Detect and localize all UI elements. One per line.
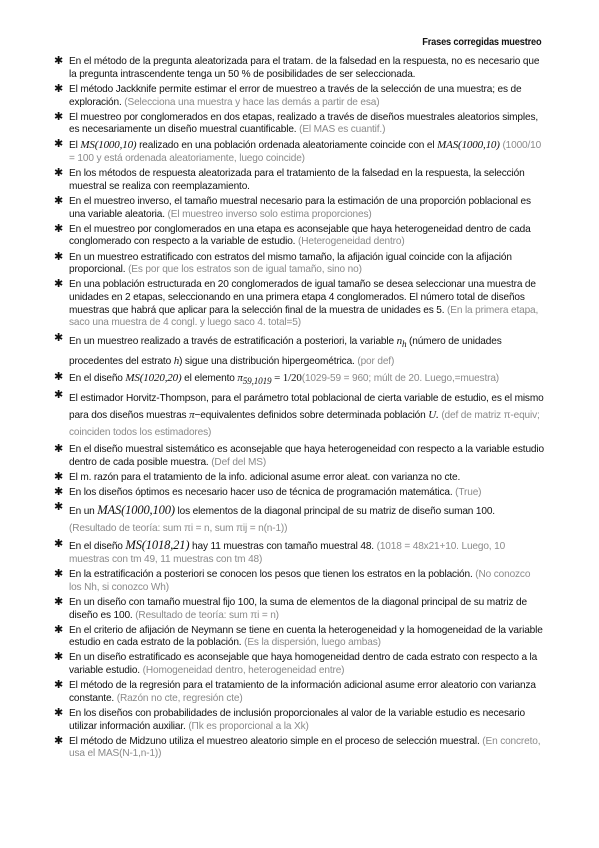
list-item (54, 84, 544, 109)
math-expression: h (173, 354, 180, 367)
list-item (54, 597, 544, 622)
bullet-icon: ✱ (54, 167, 64, 180)
item-text: En los métodos de respuesta aleatorizada para el tratamiento de la falsedad en la respuesta, la selección muestral se realiza con reemplazamiento. (69, 168, 525, 192)
list-item (54, 279, 544, 330)
bullet-icon: ✱ (54, 500, 64, 513)
list-item (54, 472, 544, 485)
item-text: En los diseños con probabilidades de inclusión proporcionales al valor de la variable estudio es necesario utilizar información auxiliar. (69, 707, 525, 732)
item-note: (Es la dispersión, luego ambas) (244, 637, 381, 649)
item-text: hay 11 muestras con tamaño muestral 48. (192, 541, 374, 553)
math-subscript: h (401, 338, 407, 349)
list-item (54, 625, 544, 650)
item-text: En un diseño con tamaño muestral fijo 100, la suma de elementos de la diagonal principal de su matriz de diseño es 100. (69, 596, 527, 621)
math-subscript: 59,1019 (242, 376, 272, 387)
item-note: (1000/10 = 100 y está ordenada aleatoriamente, luego coincide) (69, 140, 542, 165)
list-item (54, 680, 544, 705)
list-item (54, 487, 544, 500)
item-note: (Es por que los estratos son de igual tamaño, sino no) (128, 264, 362, 276)
item-note: (El MAS es cuantif.) (299, 124, 386, 136)
math-expression (237, 372, 272, 387)
item-text: El estimador Horvitz-Thompson, para el parámetro total poblacional de cierta variable de estudio, es el mismo para dos diseños muestras (69, 393, 544, 422)
item-text: En el muestreo por conglomerados en una etapa es aconsejable que haya heterogeneidad dentro de cada conglomerado con respecto a la variable de estudio. (69, 223, 531, 248)
list-item (54, 196, 544, 221)
item-text: En la estratificación a posteriori se conocen los pesos que tienen los estratos en la población. (69, 569, 473, 580)
item-note: (En la primera etapa, saco una muestra de 4 congl. y luego saco 4. total=5) (69, 304, 539, 329)
bullet-icon: ✱ (54, 194, 64, 207)
item-text: En el diseño (69, 541, 123, 553)
item-note: (El muestreo inverso solo estima proporciones) (167, 208, 372, 220)
bullet-icon: ✱ (54, 651, 64, 664)
bullet-icon: ✱ (54, 55, 64, 67)
item-text: En el diseño muestral sistemático es aconsejable que haya heterogeneidad con respecto a la variable estudio dentro de cada posible muestra. (69, 443, 544, 468)
math-expression (397, 335, 407, 347)
item-note: (Resultado de teoría: sum πi = n) (135, 609, 279, 621)
item-note: (def de matriz π-equiv; coinciden todos los estimadores) (69, 410, 540, 439)
item-note: (Πk es proporcional a la Xk) (188, 720, 309, 732)
bullet-icon: ✱ (54, 734, 64, 747)
math-symbol: π (237, 372, 243, 385)
list-item (54, 139, 544, 165)
item-text: El método Jackknife permite estimar el error de muestreo a través de la selección de una muestra; es de exploración. (69, 83, 522, 108)
bullet-icon: ✱ (54, 568, 64, 580)
item-text: En un muestreo estratificado con estratos del mismo tamaño, la afijación igual coincide con la afijación proporcional. (69, 251, 512, 276)
bullet-icon: ✱ (54, 595, 64, 608)
item-text: ) sigue una distribución hipergeométrica. (179, 355, 355, 367)
item-text: En un muestreo realizado a través de estratificación a posteriori, la variable (69, 335, 394, 347)
math-symbol: n (396, 334, 402, 347)
list-item (54, 252, 544, 277)
list-item (54, 539, 544, 566)
bullet-icon: ✱ (54, 110, 64, 123)
item-text: En una población estructurada en 20 conglomerados de igual tamaño se desea seleccionar una muestra de unidades en 2 etapas, seleccionando en una primera etapa 4 conglomerados. El número total de diseños muestras que habrá que aplicar para la selección final de la muestra de unidades es 5. (69, 279, 536, 316)
item-note: (Resultado de teoría: sum πi = n, sum πij = n(n-1)) (69, 522, 288, 534)
item-text: El método de la regresión para el tratamiento de la información adicional asume error aleatorio con varianza constante. (69, 680, 536, 704)
item-note: (por def) (357, 355, 395, 367)
list-item (54, 390, 544, 441)
math-expression: MS(1000,10) (80, 139, 137, 152)
item-note: (Selecciona una muestra y hace las demás a partir de esa) (124, 96, 380, 108)
bullet-icon: ✱ (54, 538, 64, 551)
item-text: (número de unidades procedentes del estrato (69, 335, 502, 367)
math-expression: MAS(1000,100) (97, 502, 175, 517)
list-item (54, 444, 544, 469)
item-text: −equivalentes definidos sobre determinada población (194, 410, 426, 422)
item-text: En el método de la pregunta aleatorizada para el tratam. de la falsedad en la respuesta, no es necesario que la pregunta intrascendente tenga un 50 % de posibilidades de ser seleccionada. (69, 56, 540, 80)
list-item (54, 333, 544, 370)
bullet-icon: ✱ (54, 371, 64, 384)
item-text: El m. razón para el tratamiento de la info. adicional asume error aleat. con varianza no cte. (69, 471, 461, 483)
item-text: los elementos de la diagonal principal de su matriz de diseño suman 100. (177, 505, 495, 517)
bullet-icon: ✱ (54, 331, 64, 344)
item-note: (No conozco los Nh, si conozco Wh) (69, 569, 531, 593)
bullet-icon: ✱ (54, 442, 64, 455)
math-expression: U. (428, 409, 439, 422)
bullet-icon: ✱ (54, 623, 64, 636)
item-note: (Homogeneidad dentro, heterogeneidad entre) (142, 665, 345, 677)
item-text: El método de Midzuno utiliza el muestreo aleatorio simple en el proceso de selección muestral. (69, 735, 480, 747)
list-item (54, 652, 544, 677)
item-text: En el diseño (69, 373, 123, 385)
item-note: (Razón no cte, regresión cte) (116, 692, 243, 704)
item-note: (True) (455, 486, 482, 498)
list-item (54, 56, 544, 81)
item-text: realizado en una población ordenada aleatoriamente coincide con el (139, 140, 435, 152)
math-expression: MS(1018,21) (125, 538, 190, 553)
item-text: El (69, 140, 78, 152)
bullet-icon: ✱ (54, 138, 64, 151)
bullet-icon: ✱ (54, 82, 64, 95)
sentence-list (54, 56, 544, 764)
bullet-icon: ✱ (54, 485, 64, 498)
list-item (54, 708, 544, 733)
bullet-icon: ✱ (54, 278, 64, 291)
item-text: En un diseño estratificado es aconsejable que haya homogeneidad dentro de cada estrato con respecto a la variable estudio. (69, 652, 538, 677)
item-text: En los diseños óptimos es necesario hacer uso de técnica de programación matemática. (69, 486, 453, 498)
bullet-icon: ✱ (54, 470, 64, 483)
item-note: (Heterogeneidad dentro) (298, 236, 405, 248)
item-text: el elemento (184, 373, 235, 385)
item-text: En un (69, 505, 95, 517)
item-text: El muestreo por conglomerados en dos etapas, realizado a través de diseños muestrales aleatorios simples, es necesariamente un diseño muestral cuantificable. (69, 111, 539, 136)
math-expression: π (189, 409, 195, 422)
list-item (54, 112, 544, 137)
math-expression: MS(1020,20) (125, 372, 182, 385)
item-note: (Def del MS) (211, 456, 267, 468)
item-note: (En concreto, usa el MAS(N-1,n-1)) (69, 735, 541, 760)
item-note: (1018 = 48x21+10. Luego, 10 muestras con tm 49, 11 muestras con tm 48) (69, 541, 506, 565)
item-text: En el criterio de afijación de Neymann se tiene en cuenta la heterogeneidad y la homogeneidad de la variable estudio en cada estrato de la población. (69, 624, 543, 649)
bullet-icon: ✱ (54, 222, 64, 235)
item-text: En el muestreo inverso, el tamaño muestral necesario para la estimación de una proporción poblacional es una variable aleatoria. (69, 195, 531, 220)
list-item (54, 569, 544, 594)
bullet-icon: ✱ (54, 250, 64, 263)
page-header-title: Frases corregidas muestreo (421, 36, 541, 48)
bullet-icon: ✱ (54, 706, 64, 719)
math-expression: = 1/20 (274, 372, 302, 385)
bullet-icon: ✱ (54, 679, 64, 692)
bullet-icon: ✱ (54, 389, 64, 402)
list-item (54, 224, 544, 249)
math-expression: MAS(1000,10) (437, 139, 500, 152)
list-item (54, 372, 544, 388)
list-item (54, 502, 544, 537)
list-item (54, 168, 544, 193)
item-note: (1029-59 = 960; múlt de 20. Luego,=muestra) (301, 373, 499, 385)
list-item (54, 736, 544, 761)
